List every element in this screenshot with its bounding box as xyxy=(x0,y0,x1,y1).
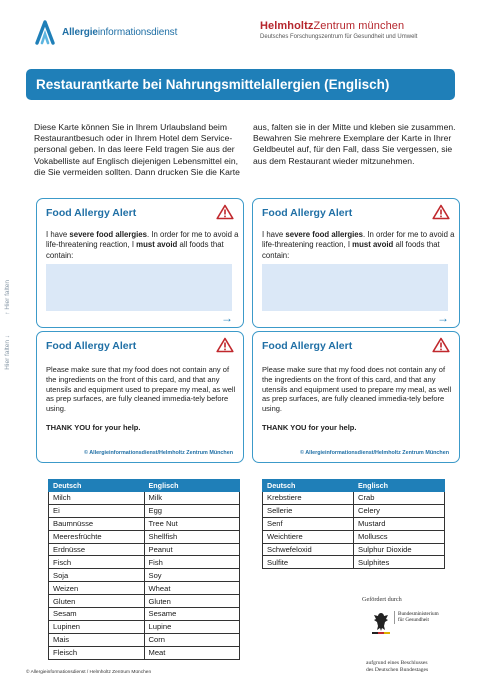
card-front-text: I have severe food allergies. In order for me to avoid a life-threatening reaction, I must avoid all foods that contain: xyxy=(46,230,239,260)
cell-englisch: Crab xyxy=(354,492,445,505)
cell-englisch: Mustard xyxy=(354,517,445,530)
table-row xyxy=(49,504,240,517)
column-header-englisch: Englisch xyxy=(354,480,445,492)
cell-englisch: Corn xyxy=(144,633,240,646)
table-header-row xyxy=(49,480,240,492)
table-row xyxy=(49,608,240,621)
card-title: Food Allergy Alert xyxy=(262,340,353,352)
thank-you-text: THANK YOU for your help. xyxy=(262,423,357,432)
thank-you-text: THANK YOU for your help. xyxy=(46,423,141,432)
allergieinformationsdienst-logo xyxy=(34,18,177,46)
allergy-logo-icon xyxy=(34,19,56,45)
table-row xyxy=(263,543,445,556)
table-row xyxy=(49,582,240,595)
cell-englisch: Gluten xyxy=(144,595,240,608)
column-header-englisch: Englisch xyxy=(144,480,240,492)
arrow-right-icon: → xyxy=(437,311,449,325)
cell-englisch: Egg xyxy=(144,504,240,517)
cell-deutsch: Milch xyxy=(49,492,145,505)
helmholtz-logo xyxy=(260,20,450,40)
table-row xyxy=(49,517,240,530)
table-row xyxy=(49,492,240,505)
arrow-right-icon: → xyxy=(221,311,233,325)
cell-englisch: Lupine xyxy=(144,620,240,633)
ministry-name: Bundesministerium für Gesundheit xyxy=(394,611,439,624)
table-row xyxy=(263,504,445,517)
cell-deutsch: Ei xyxy=(49,504,145,517)
cell-englisch: Shellfish xyxy=(144,530,240,543)
cell-englisch: Tree Nut xyxy=(144,517,240,530)
cell-englisch: Peanut xyxy=(144,543,240,556)
card-front-right xyxy=(252,198,460,328)
helmholtz-name-bold: Helmholtz xyxy=(260,20,314,32)
fold-label-bottom: Hier falten ↓ xyxy=(4,335,11,370)
intro-text-left: Diese Karte können Sie in Ihrem Urlaubsland beim Restaurantbesuch oder in Ihrem Hotel dem Service-personal geben. In das leere Feld tragen Sie aus der Vokabelliste auf Englisch diejenigen Lebensmittel ein, die Sie vermeiden sollten. Dann drucken Sie die Karte xyxy=(34,122,240,177)
card-back-text: Please make sure that my food does not contain any of the ingredients on the front of this card, and that any utensils and equipment used to prepare my meal, as well as prep surfaces, are fully cleaned immedia-tely before using. xyxy=(46,365,236,414)
cell-englisch: Wheat xyxy=(144,582,240,595)
cell-deutsch: Mais xyxy=(49,633,145,646)
card-front-left xyxy=(36,198,244,328)
fold-label-top: ↑ Hier falten xyxy=(4,280,11,315)
brand-name: Allergieinformationsdienst xyxy=(62,26,178,38)
cell-englisch: Sulphites xyxy=(354,556,445,569)
federal-eagle-icon xyxy=(372,610,390,634)
table-row xyxy=(49,556,240,569)
warning-icon xyxy=(216,337,234,353)
bundestag-resolution: aufgrund eines Beschlusses des Deutschen Bundestages xyxy=(366,660,429,673)
cell-deutsch: Sulfite xyxy=(263,556,354,569)
vocab-table-left xyxy=(48,479,240,660)
cell-deutsch: Soja xyxy=(49,569,145,582)
cell-deutsch: Weichtiere xyxy=(263,530,354,543)
fold-arrow-down: ↓ xyxy=(4,335,11,339)
card-copyright: © Allergieinformationsdienst/Helmholtz Zentrum München xyxy=(299,450,449,456)
card-title: Food Allergy Alert xyxy=(46,340,137,352)
cell-englisch: Sulphur Dioxide xyxy=(354,543,445,556)
cell-deutsch: Weizen xyxy=(49,582,145,595)
warning-icon xyxy=(432,337,450,353)
helmholtz-subtitle: Deutsches Forschungszentrum für Gesundheit und Umwelt xyxy=(260,34,418,40)
cell-englisch: Fish xyxy=(144,556,240,569)
card-back-right xyxy=(252,331,460,463)
page-footer: © Allergieinformationsdienst / Helmholtz Zentrum München xyxy=(26,670,152,675)
cell-deutsch: Schwefeloxid xyxy=(263,543,354,556)
card-back-text: Please make sure that my food does not contain any of the ingredients on the front of this card, and that any utensils and equipment used to prepare my meal, as well as prep surfaces, are fully cleaned immedia-tely before using. xyxy=(262,365,452,414)
cell-englisch: Molluscs xyxy=(354,530,445,543)
column-header-deutsch: Deutsch xyxy=(263,480,354,492)
intro-text-right: aus, falten sie in der Mitte und kleben sie zusammen. Bewahren Sie mehrere Exemplare der Karte in Ihrer Geldbeutel auf, für den Fall, dass Sie vergessen, sie aus dem Restaurant wieder mitzunehmen. xyxy=(253,122,456,166)
card-back-left xyxy=(36,331,244,463)
helmholtz-name-rest: Zentrum münchen xyxy=(313,20,405,32)
cell-deutsch: Sellerie xyxy=(263,504,354,517)
warning-icon xyxy=(216,204,234,220)
cell-englisch: Sesame xyxy=(144,608,240,621)
cell-deutsch: Sesam xyxy=(49,608,145,621)
cell-englisch: Meat xyxy=(144,646,240,659)
table-header-row xyxy=(263,480,445,492)
cell-deutsch: Gluten xyxy=(49,595,145,608)
table-row xyxy=(49,543,240,556)
card-title: Food Allergy Alert xyxy=(46,207,137,219)
cell-deutsch: Senf xyxy=(263,517,354,530)
table-row xyxy=(263,492,445,505)
table-row xyxy=(49,620,240,633)
card-title: Food Allergy Alert xyxy=(262,207,353,219)
card-front-text: I have severe food allergies. In order for me to avoid a life-threatening reaction, I must avoid all foods that contain: xyxy=(262,230,455,260)
allergen-entry-field[interactable] xyxy=(262,264,448,311)
cell-deutsch: Baumnüsse xyxy=(49,517,145,530)
cell-englisch: Celery xyxy=(354,504,445,517)
allergen-entry-field[interactable] xyxy=(46,264,232,311)
table-row xyxy=(49,633,240,646)
fold-arrow-up: ↑ xyxy=(4,311,11,315)
card-copyright: © Allergieinformationsdienst/Helmholtz Zentrum München xyxy=(83,450,233,456)
table-row xyxy=(49,646,240,659)
table-row xyxy=(49,530,240,543)
column-header-deutsch: Deutsch xyxy=(49,480,145,492)
cell-englisch: Milk xyxy=(144,492,240,505)
cell-deutsch: Meeresfrüchte xyxy=(49,530,145,543)
cell-deutsch: Fisch xyxy=(49,556,145,569)
funding-label: Gefördert durch xyxy=(362,596,402,603)
cell-deutsch: Erdnüsse xyxy=(49,543,145,556)
vocab-table-right xyxy=(262,479,445,569)
table-row xyxy=(263,556,445,569)
table-row xyxy=(49,595,240,608)
table-row xyxy=(263,530,445,543)
warning-icon xyxy=(432,204,450,220)
cell-englisch: Soy xyxy=(144,569,240,582)
table-row xyxy=(263,517,445,530)
table-row xyxy=(49,569,240,582)
cell-deutsch: Fleisch xyxy=(49,646,145,659)
page-title: Restaurantkarte bei Nahrungsmittelallergien (Englisch) xyxy=(26,69,455,100)
cell-deutsch: Lupinen xyxy=(49,620,145,633)
cell-deutsch: Krebstiere xyxy=(263,492,354,505)
